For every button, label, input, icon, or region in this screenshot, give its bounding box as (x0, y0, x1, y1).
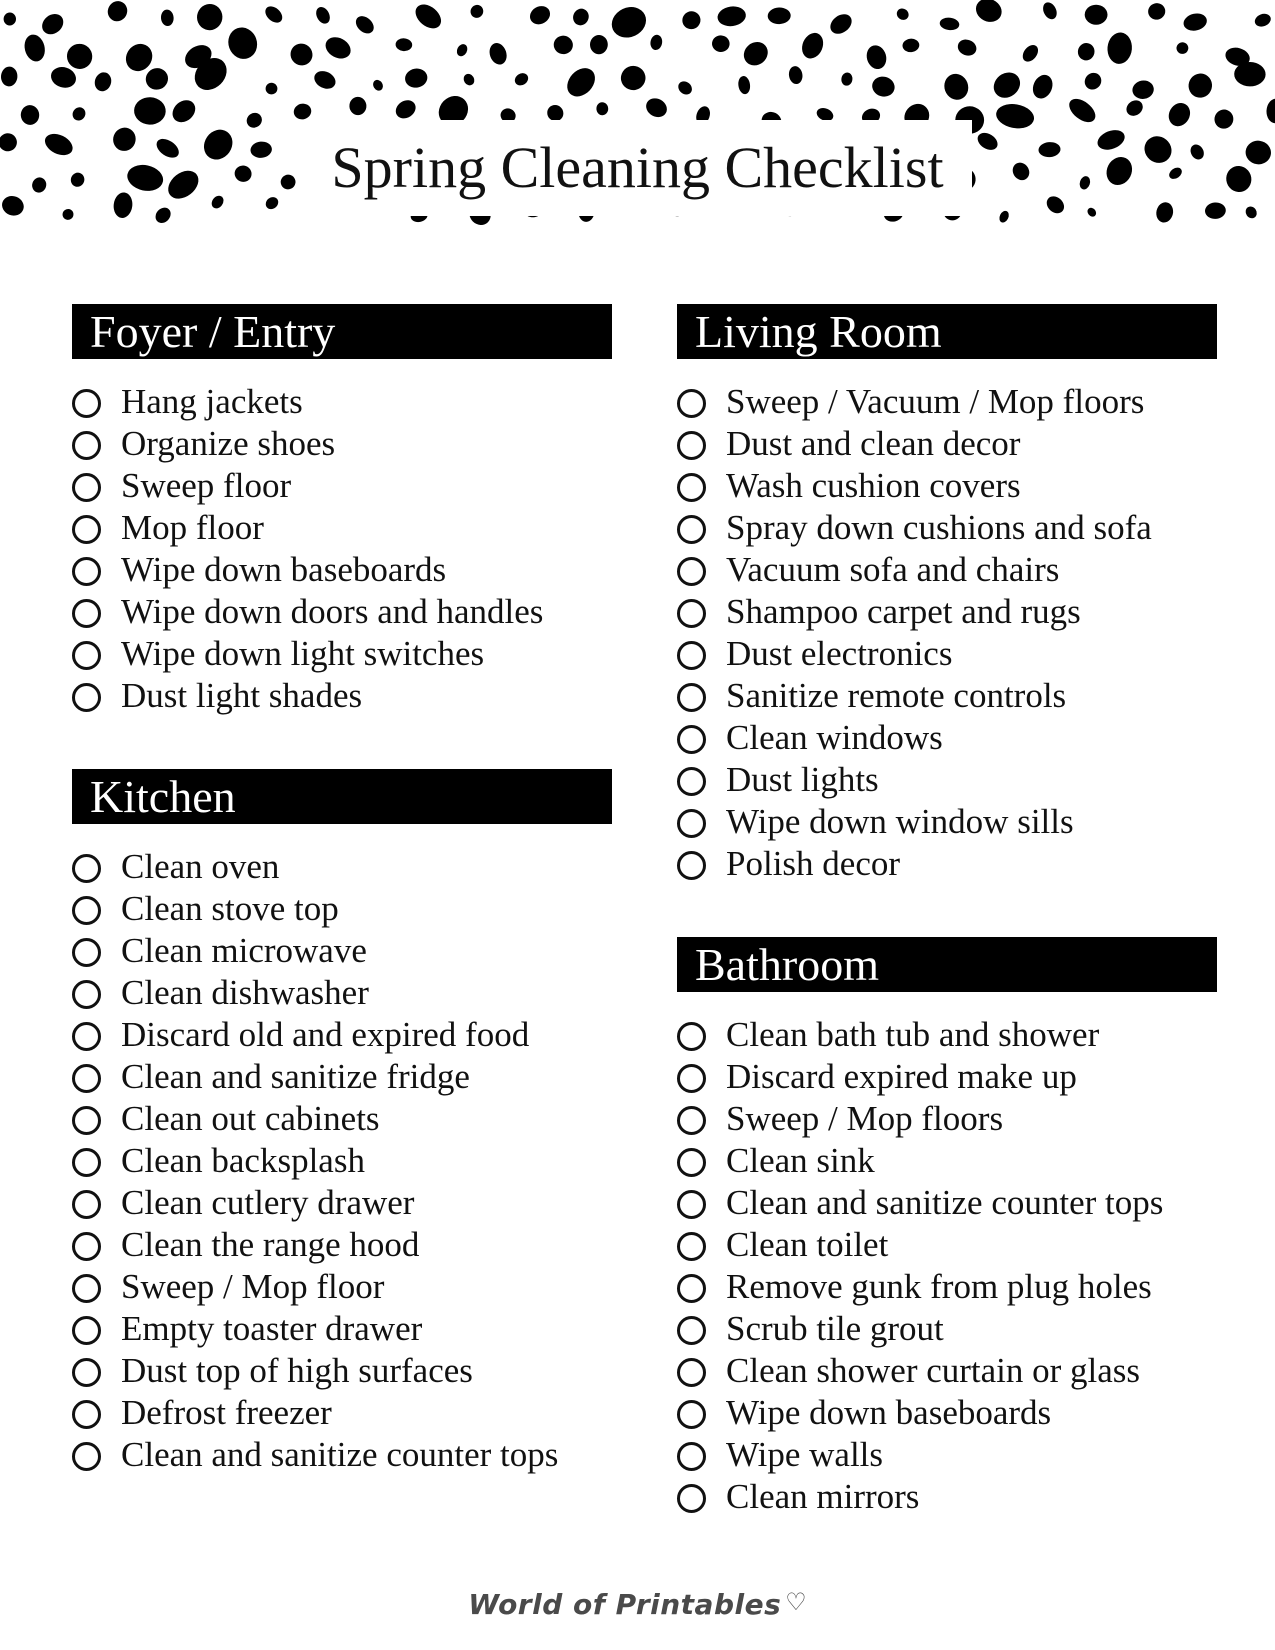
checklist-item-label: Clean and sanitize counter tops (726, 1183, 1164, 1222)
decorative-dot (562, 63, 601, 102)
checklist-item[interactable] (677, 1476, 1217, 1518)
decorative-dot (649, 34, 663, 51)
section-heading-living-room: Living Room (677, 304, 1217, 359)
checklist-item[interactable] (677, 1392, 1217, 1434)
decorative-dot (955, 37, 978, 58)
checkbox-circle[interactable] (677, 599, 706, 628)
checkbox-circle[interactable] (72, 1274, 101, 1303)
section-heading-kitchen: Kitchen (72, 769, 612, 824)
decorative-dot (570, 6, 591, 28)
checklist-item[interactable] (677, 1182, 1217, 1224)
decorative-dot (870, 74, 897, 99)
checklist-item-label: Discard expired make up (726, 1057, 1077, 1096)
decorative-dot (895, 6, 911, 22)
decorative-dot (104, 0, 131, 25)
page-title: Spring Cleaning Checklist (303, 120, 971, 216)
decorative-dot (1182, 11, 1209, 33)
checklist-item-label: Clean oven (121, 847, 280, 886)
checklist-item-label: Sweep floor (121, 466, 292, 505)
checklist-item[interactable] (72, 1098, 612, 1140)
checkbox-circle[interactable] (677, 1190, 706, 1219)
decorative-dot (292, 102, 313, 121)
checkbox-circle[interactable] (677, 809, 706, 838)
brand-logo: World of Printables (468, 1588, 782, 1621)
checkbox-circle[interactable] (72, 854, 101, 883)
heart-icon: ♡ (785, 1590, 807, 1616)
checklist-bathroom (677, 1014, 1217, 1518)
decorative-dot (619, 64, 648, 93)
checkbox-circle[interactable] (677, 1358, 706, 1387)
decorative-dot (455, 42, 470, 58)
checklist-item[interactable] (677, 717, 1217, 759)
checklist-item-label: Spray down cushions and sofa (726, 508, 1152, 547)
checkbox-circle[interactable] (677, 1274, 706, 1303)
decorative-dot (1186, 71, 1215, 101)
checklist-item-label: Clean stove top (121, 889, 339, 928)
checklist-item[interactable] (72, 846, 612, 888)
checkbox-circle[interactable] (677, 641, 706, 670)
checklist-item-label: Clean mirrors (726, 1477, 920, 1516)
decorative-dot (286, 39, 317, 70)
decorative-dot (262, 3, 285, 26)
checklist-foyer-entry (72, 381, 612, 717)
checklist-item-label: Polish decor (726, 844, 901, 883)
checklist-item-label: Clean out cabinets (121, 1099, 380, 1138)
checklist-item[interactable] (677, 591, 1217, 633)
checklist-item-label: Wipe walls (726, 1435, 884, 1474)
checklist-item-label: Clean cutlery drawer (121, 1183, 415, 1222)
checkbox-circle[interactable] (72, 431, 101, 460)
checklist-item[interactable] (677, 381, 1217, 423)
checklist-item[interactable] (677, 1224, 1217, 1266)
checklist-living-room (677, 381, 1217, 885)
checklist-item-label: Hang jackets (121, 382, 303, 421)
decorative-dot (322, 33, 355, 63)
checklist-item-label: Wipe down window sills (726, 802, 1074, 841)
checklist-item[interactable] (677, 675, 1217, 717)
decorative-dot (1175, 41, 1189, 55)
checklist-item[interactable] (677, 1056, 1217, 1098)
checklist-item-label: Wipe down baseboards (121, 550, 447, 589)
decorative-dot (487, 41, 510, 67)
checklist-item[interactable] (72, 633, 612, 675)
decorative-dot (224, 23, 262, 63)
checklist-item-label: Scrub tile grout (726, 1309, 944, 1348)
checkbox-circle[interactable] (677, 683, 706, 712)
checklist-item-label: Clean microwave (121, 931, 367, 970)
checklist-item-label: Clean sink (726, 1141, 875, 1180)
checklist-item-label: Shampoo carpet and rugs (726, 592, 1081, 631)
checkbox-circle[interactable] (677, 515, 706, 544)
decorative-dot (160, 9, 174, 26)
checklist-item-label: Wipe down light switches (121, 634, 485, 673)
checklist-item-label: Organize shoes (121, 424, 336, 463)
decorative-dot (827, 10, 856, 38)
checkbox-circle[interactable] (677, 1106, 706, 1135)
checklist-item[interactable] (72, 972, 612, 1014)
checklist-item[interactable] (677, 801, 1217, 843)
decorative-dot (1029, 72, 1056, 102)
checklist-item[interactable] (677, 759, 1217, 801)
checklist-item[interactable] (677, 1266, 1217, 1308)
decorative-dot (392, 97, 419, 123)
decorative-dot (265, 82, 279, 96)
decorative-dot (513, 71, 531, 88)
checkbox-circle[interactable] (72, 515, 101, 544)
decorative-dot (0, 66, 18, 87)
checkbox-circle[interactable] (677, 1400, 706, 1429)
checkbox-circle[interactable] (72, 557, 101, 586)
checklist-item[interactable] (72, 1308, 612, 1350)
decorative-dot (739, 37, 772, 70)
checklist-item-label: Dust top of high surfaces (121, 1351, 473, 1390)
checkbox-circle[interactable] (72, 1358, 101, 1387)
checklist-item[interactable] (72, 1056, 612, 1098)
decorative-dot (716, 5, 747, 28)
checklist-item[interactable] (72, 507, 612, 549)
checklist-item[interactable] (72, 423, 612, 465)
checklist-item-label: Sweep / Mop floors (726, 1099, 1004, 1138)
decorative-dot (404, 67, 429, 90)
checklist-item[interactable] (677, 423, 1217, 465)
decorative-dot (195, 2, 224, 32)
checklist-item-label: Defrost freezer (121, 1393, 332, 1432)
checkbox-circle[interactable] (677, 1232, 706, 1261)
checklist-item[interactable] (72, 1014, 612, 1056)
decorative-dot (1040, 0, 1059, 21)
checkbox-circle[interactable] (72, 1148, 101, 1177)
decorative-dot (1020, 42, 1042, 65)
section-kitchen (72, 769, 612, 1476)
checkbox-circle[interactable] (677, 725, 706, 754)
checklist-item-label: Clean backsplash (121, 1141, 365, 1180)
decorative-dot (371, 78, 385, 92)
checkbox-circle[interactable] (72, 1400, 101, 1429)
decorative-dot (22, 32, 48, 63)
decorative-dot (788, 65, 804, 85)
decorative-dot (1076, 41, 1096, 61)
decorative-dot (590, 35, 608, 55)
decorative-dot (679, 8, 703, 32)
right-column (677, 304, 1217, 1570)
decorative-dot (462, 72, 477, 87)
decorative-dot (767, 7, 791, 24)
section-living-room (677, 304, 1217, 885)
checklist-item-label: Clean the range hood (121, 1225, 420, 1264)
checklist-item-label: Empty toaster drawer (121, 1309, 423, 1348)
decorative-dot (552, 34, 575, 56)
decorative-dot (527, 3, 554, 28)
checkbox-circle[interactable] (72, 1442, 101, 1471)
decorative-dot (607, 2, 651, 44)
section-heading-bathroom: Bathroom (677, 937, 1217, 992)
decorative-dot (840, 72, 853, 87)
checklist-item[interactable] (72, 1350, 612, 1392)
checkbox-circle[interactable] (677, 557, 706, 586)
checklist-item[interactable] (677, 1014, 1217, 1056)
checklist-item[interactable] (72, 465, 612, 507)
decorative-dot (676, 79, 695, 98)
checklist-item[interactable] (72, 1434, 612, 1476)
checklist-item-label: Wash cushion covers (726, 466, 1021, 505)
checkbox-circle[interactable] (677, 431, 706, 460)
decorative-dot (3, 12, 16, 25)
checklist-item[interactable] (677, 465, 1217, 507)
checkbox-circle[interactable] (72, 1064, 101, 1093)
checklist-item[interactable] (72, 1392, 612, 1434)
decorative-dot (989, 67, 1025, 103)
checklist-item-label: Clean and sanitize fridge (121, 1057, 470, 1096)
checkbox-circle[interactable] (72, 1106, 101, 1135)
checklist-item-label: Dust and clean decor (726, 424, 1021, 463)
checklist-item-label: Clean dishwasher (121, 973, 369, 1012)
checklist-item-label: Discard old and expired food (121, 1015, 530, 1054)
checkbox-circle[interactable] (677, 1442, 706, 1471)
checkbox-circle[interactable] (72, 938, 101, 967)
checklist-item-label: Sanitize remote controls (726, 676, 1067, 715)
checkbox-circle[interactable] (72, 683, 101, 712)
checkbox-circle[interactable] (72, 1316, 101, 1345)
section-bathroom (677, 937, 1217, 1518)
checkbox-circle[interactable] (677, 473, 706, 502)
checklist-item-label: Dust light shades (121, 676, 363, 715)
checklist-item[interactable] (677, 1098, 1217, 1140)
decorative-dot (349, 96, 367, 115)
checkbox-circle[interactable] (72, 1232, 101, 1261)
checklist-item-label: Dust lights (726, 760, 879, 799)
checklist-item-label: Sweep / Mop floor (121, 1267, 385, 1306)
checklist-item[interactable] (677, 633, 1217, 675)
checkbox-circle[interactable] (72, 473, 101, 502)
decorative-dot (1081, 69, 1104, 92)
checkbox-circle[interactable] (72, 389, 101, 418)
checklist-kitchen (72, 846, 612, 1476)
checklist-item[interactable] (72, 381, 612, 423)
left-column (72, 304, 612, 1528)
checklist-item-label: Clean windows (726, 718, 943, 757)
decorative-dot (798, 30, 827, 62)
decorative-dot (142, 65, 171, 93)
checkbox-circle[interactable] (677, 1484, 706, 1513)
checklist-item[interactable] (677, 549, 1217, 591)
checkbox-circle[interactable] (72, 641, 101, 670)
checklist-item[interactable] (677, 1434, 1217, 1476)
checklist-item[interactable] (72, 888, 612, 930)
checklist-item[interactable] (72, 549, 612, 591)
checklist-item-label: Clean toilet (726, 1225, 889, 1264)
section-heading-foyer-entry: Foyer / Entry (72, 304, 612, 359)
checklist-item-label: Remove gunk from plug holes (726, 1267, 1152, 1306)
checkbox-circle[interactable] (677, 1064, 706, 1093)
checklist-item[interactable] (72, 675, 612, 717)
decorative-dot (939, 17, 960, 32)
decorative-dot (596, 102, 608, 115)
checklist-item-label: Clean bath tub and shower (726, 1015, 1100, 1054)
decorative-dot (902, 38, 920, 53)
checkbox-circle[interactable] (72, 599, 101, 628)
checkbox-circle[interactable] (677, 767, 706, 796)
decorative-dot (352, 13, 377, 37)
checkbox-circle[interactable] (677, 1316, 706, 1345)
decorative-dot (1085, 5, 1108, 25)
checkbox-circle[interactable] (677, 389, 706, 418)
decorative-dot (48, 64, 78, 91)
decorative-dot (468, 3, 485, 20)
decorative-dot (311, 68, 338, 92)
checklist-item-label: Mop floor (121, 508, 264, 547)
decorative-dot (411, 0, 446, 33)
checklist-item[interactable] (677, 843, 1217, 885)
checklist-item-label: Wipe down doors and handles (121, 592, 544, 631)
checkbox-circle[interactable] (677, 851, 706, 880)
decorative-dot (313, 5, 332, 26)
decorative-dot (711, 35, 730, 53)
footer (0, 1588, 1275, 1621)
checklist-item-label: Sweep / Vacuum / Mop floors (726, 382, 1145, 421)
decorative-dot (1131, 79, 1155, 101)
checklist-item[interactable] (677, 1350, 1217, 1392)
checkbox-circle[interactable] (72, 896, 101, 925)
decorative-dot (643, 95, 671, 121)
checklist-item[interactable] (677, 1308, 1217, 1350)
checklist-item[interactable] (72, 1266, 612, 1308)
decorative-dot (38, 10, 67, 39)
checklist-item[interactable] (72, 1140, 612, 1182)
title-area (0, 120, 1275, 216)
checklist-item[interactable] (72, 591, 612, 633)
checklist-item-label: Clean shower curtain or glass (726, 1351, 1141, 1390)
checkbox-circle[interactable] (72, 1190, 101, 1219)
checklist-item[interactable] (677, 507, 1217, 549)
checklist-item[interactable] (72, 930, 612, 972)
decorative-dot (1253, 12, 1273, 29)
checklist-item-label: Dust electronics (726, 634, 953, 673)
checkbox-circle[interactable] (72, 980, 101, 1009)
decorative-dot (395, 38, 412, 52)
decorative-dot (864, 43, 889, 71)
decorative-dot (1146, 1, 1167, 21)
checklist-item[interactable] (72, 1182, 612, 1224)
decorative-dot (941, 70, 972, 103)
decorative-dot (92, 70, 113, 93)
decorative-dot (972, 0, 1006, 26)
checkbox-circle[interactable] (677, 1148, 706, 1177)
checkbox-circle[interactable] (72, 1022, 101, 1051)
decorative-dot (737, 75, 751, 95)
checkbox-circle[interactable] (677, 1022, 706, 1051)
section-foyer-entry (72, 304, 612, 717)
decorative-dot (1123, 97, 1145, 119)
checklist-item[interactable] (677, 1140, 1217, 1182)
checklist-item-label: Clean and sanitize counter tops (121, 1435, 559, 1474)
checklist-item-label: Vacuum sofa and chairs (726, 550, 1060, 589)
checklist-item-label: Wipe down baseboards (726, 1393, 1052, 1432)
decorative-dot (1106, 31, 1133, 64)
checklist-item[interactable] (72, 1224, 612, 1266)
